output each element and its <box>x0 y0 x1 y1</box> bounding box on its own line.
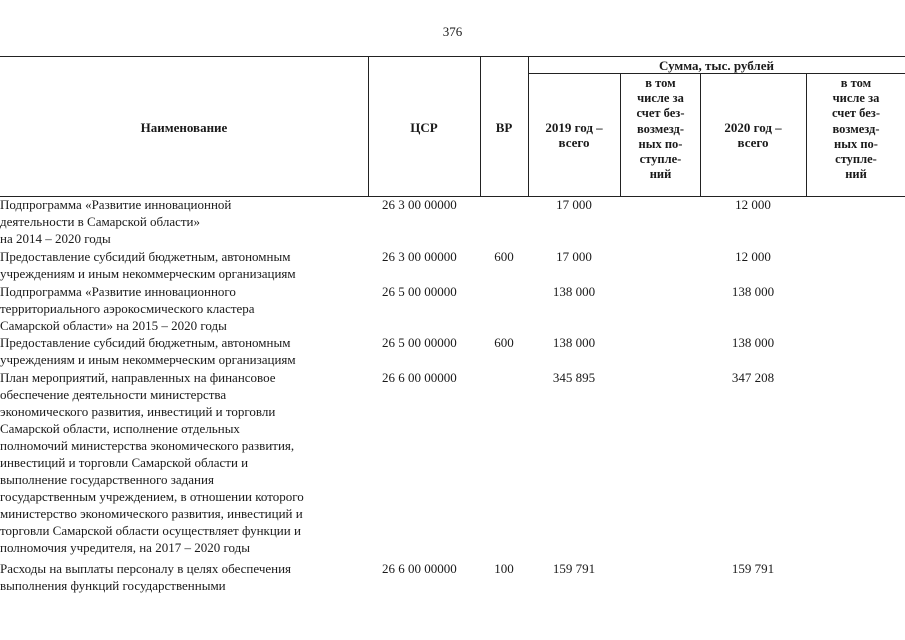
row-2020: 12 000 <box>735 249 771 264</box>
row-2019: 138 000 <box>552 335 596 350</box>
row-2019: 345 895 <box>552 370 596 385</box>
header-name: Наименование <box>140 120 228 135</box>
page-number: 376 <box>442 24 463 39</box>
sum-subheader-rule <box>528 73 905 74</box>
row-2019: 159 791 <box>552 561 596 576</box>
row-name: Предоставление субсидий бюджетным, автономным учреждениям и иным некоммерческим организациям <box>0 249 296 281</box>
table-header <box>0 0 905 200</box>
row-name: Подпрограмма «Развитие инновационной деятельности в Самарской области» на 2014 – 2020 годы <box>0 197 232 246</box>
row-csr: 26 6 00 00000 <box>382 561 457 576</box>
row-2020: 138 000 <box>731 335 775 350</box>
row-2019: 138 000 <box>552 284 596 299</box>
row-csr: 26 3 00 00000 <box>382 249 457 264</box>
header-2020-grants: в том числе за счет без- возмезд- ных по- ступле- ний <box>832 76 880 182</box>
row-csr: 26 6 00 00000 <box>382 370 457 385</box>
row-name: Подпрограмма «Развитие инновационного территориального аэрокосмического кластера Самарской области» на 2015 – 2020 годы <box>0 284 255 333</box>
row-name: Предоставление субсидий бюджетным, автономным учреждениям и иным некоммерческим организациям <box>0 335 296 367</box>
row-vr: 600 <box>494 249 514 264</box>
row-vr: 600 <box>494 335 514 350</box>
row-2019: 17 000 <box>556 249 592 264</box>
row-2020: 159 791 <box>731 561 775 576</box>
header-vr: ВР <box>495 120 513 135</box>
row-2020: 12 000 <box>735 197 771 212</box>
row-csr: 26 5 00 00000 <box>382 335 457 350</box>
row-2020: 347 208 <box>731 370 775 385</box>
header-csr: ЦСР <box>410 120 438 135</box>
row-csr: 26 3 00 00000 <box>382 197 457 212</box>
header-2020-total: 2020 год – всего <box>724 120 782 150</box>
header-2019-grants: в том числе за счет без- возмезд- ных по- ступле- ний <box>636 76 685 182</box>
row-csr: 26 5 00 00000 <box>382 284 457 299</box>
header-top-rule <box>0 56 905 57</box>
header-sum: Сумма, тыс. рублей <box>659 58 774 73</box>
row-2020: 138 000 <box>731 284 775 299</box>
row-2019: 17 000 <box>556 197 592 212</box>
row-vr: 100 <box>494 561 514 576</box>
row-name: Расходы на выплаты персоналу в целях обеспечения выполнения функций государственными <box>0 561 292 593</box>
header-2019-total: 2019 год – всего <box>545 120 603 150</box>
row-name: План мероприятий, направленных на финансовое обеспечение деятельности министерства экономического развития, инвестиций и торговли Самарской области, исполнение отдельных полномочий министерства экономического развития, инвестиций и торговли Самарской области и выполнение государственного задания государственным учреждением, в отношении которого министерство экономического развития, инвестиций и торговли Самарской области осуществляет функции и полномочия учредителя, на 2017 – 2020 годы <box>0 370 304 555</box>
